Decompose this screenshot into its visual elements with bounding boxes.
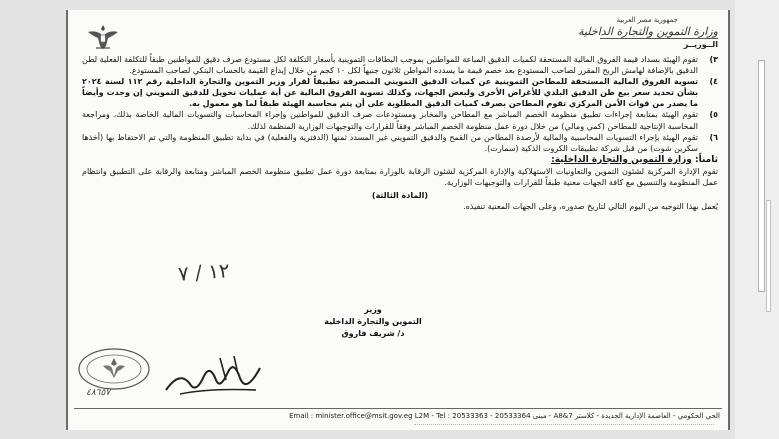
section-eight-text: تقوم الإدارة المركزية لشئون التموين والتعاونيات الاستهلاكية والإدارة المركزية لشئون الرقابة بالوزارة بمتابعة دورة عمل تطبيق منظومة الخصم المباشر ومتابعة والرقابة على التطبيق وانتظام عمل المنظومة والتنسيق مع كافة الجهات معنية طبقاً للقرارات والتوجيهات الوزارية. bbox=[82, 166, 718, 188]
paragraph-text: تقوم الهيئة بسداد قيمة الفروق المالية المستحقة لكميات الدقيق المباعة للمواطنين بموجب البطاقات التموينية بأسعار التكلفة لكل مستودع صرف دقيق للمواطنين طبقاً للتكلفة الفعلية لطن الدقيق بالإضافة لهامش الربح المقرر لصاحب المستودع بعد خصم قيمة ما يسدده المواطن ثلاثون جنيهاً لكل ١٠ كجم من خلال إيداع القيمة بالحساب البنكي لصاحب المستودع. bbox=[82, 55, 698, 76]
handwritten-signature bbox=[160, 350, 270, 402]
document-body bbox=[82, 54, 718, 212]
paragraph-number: ٦) bbox=[709, 132, 718, 142]
footer-secondary-line bbox=[414, 424, 714, 429]
closing-statement: يُعمل بهذا التوجيه من اليوم التالي لتاريخ صدوره، وعلى الجهات المعنية تنفيذه. bbox=[463, 202, 718, 212]
section-eight-prefix: ثامناً: bbox=[695, 154, 718, 165]
side-panel bbox=[735, 0, 779, 439]
eagle-emblem-icon bbox=[86, 22, 120, 52]
document-page bbox=[66, 10, 730, 430]
paragraph-text: تسوية الفروق المالية المستحقة للمطاحن التموينية عن كميات الدقيق التمويني المنصرفة تطبيقاً لقرار وزير التموين والتجارة الداخلية رقم ١١٢ لسنة ٢٠٢٤ بشأن تحديد سعر بيع طن الدقيق البلدي للأغراض الأخرى ولبعض الجهات، وكذلك تسوية الفروق المالية عن أية عمليات تحويل للدقيق التمويني إن وجدت وأيضاً ما يصدر من قوات الأمن المركزي تقوم المطاحن بصرف كميات الدقيق المطلوبة على أن يتم محاسبة الهيئة طبقاً لما هو معمول به. bbox=[82, 77, 698, 109]
paragraph-5 bbox=[82, 109, 718, 131]
footer-tel: Tel : 20533363 - 20533364 bbox=[436, 412, 531, 420]
ministry-name: وزارة التموين والتجارة الداخلية bbox=[578, 25, 718, 38]
scroll-handle[interactable] bbox=[758, 60, 765, 292]
scroll-handle-secondary[interactable] bbox=[766, 200, 771, 312]
signatory-title-1: وزير bbox=[364, 305, 382, 314]
minister-title: الــوزيــر bbox=[600, 38, 718, 49]
paragraph-3 bbox=[82, 54, 718, 76]
paragraph-6 bbox=[82, 132, 718, 154]
section-eight-title: وزارة التموين والتجارة الداخلية: bbox=[551, 154, 692, 165]
seal-number: ٤٨٦٥٧ bbox=[86, 388, 111, 398]
letterhead bbox=[578, 16, 718, 49]
government-name: جمهورية مصر العربية bbox=[616, 16, 678, 24]
handwritten-number: ١٢ / ٧ bbox=[177, 258, 231, 286]
footer-contact bbox=[80, 412, 720, 420]
footer-divider bbox=[74, 408, 722, 409]
article-title: (المادة الثالثة) bbox=[371, 191, 429, 201]
section-eight-heading bbox=[82, 155, 718, 166]
paragraph-number: ٣) bbox=[709, 55, 718, 64]
official-seal-icon bbox=[76, 346, 152, 392]
paragraph-number: ٤) bbox=[709, 77, 718, 87]
signatory-title-2: التموين والتجارة الداخلية bbox=[324, 317, 422, 326]
footer-address: الحي الحكومي - العاصمة الإدارية الجديدة - كلاستر A8&7 - مبنى L2M - bbox=[414, 412, 720, 420]
paragraph-number: ٥) bbox=[709, 110, 718, 120]
paragraph-text: تقوم الهيئة بمتابعة إجراءات تطبيق منظومة الخصم المباشر مع المطاحن والمخابز ومستودعات صرف الدقيق للمواطنين وإجراء المحاسبات والتسويات المالية الخاصة بذلك، ومراجعة المحاسبة الإنتاجية للمطاحن (كمي ومالي) من خلال دورة عمل منظومة الخصم المباشر وفقاً للقرارات والتوجيهات الوزارية المنظمة لذلك. bbox=[82, 110, 698, 131]
paragraph-text: تقوم الهيئة بإجراء التسويات المحاسبية والمالية لأرصدة المطاحن من القمح والدقيق التمويني غير المسدد ثمنها (الدفترية والفعلية) في بداية تطبيق المنظومة والتي تم الاحتفاظ بها (أخذها سكرين شوت) من قبل شركة تطبيقات الكروت الذكية (سمارت). bbox=[82, 132, 698, 153]
signature-block bbox=[313, 304, 433, 340]
paragraph-4 bbox=[82, 76, 718, 109]
signatory-name: د/ شريف فاروق bbox=[341, 329, 405, 338]
footer-email: Email : minister.office@msit.gov.eg bbox=[289, 412, 413, 420]
